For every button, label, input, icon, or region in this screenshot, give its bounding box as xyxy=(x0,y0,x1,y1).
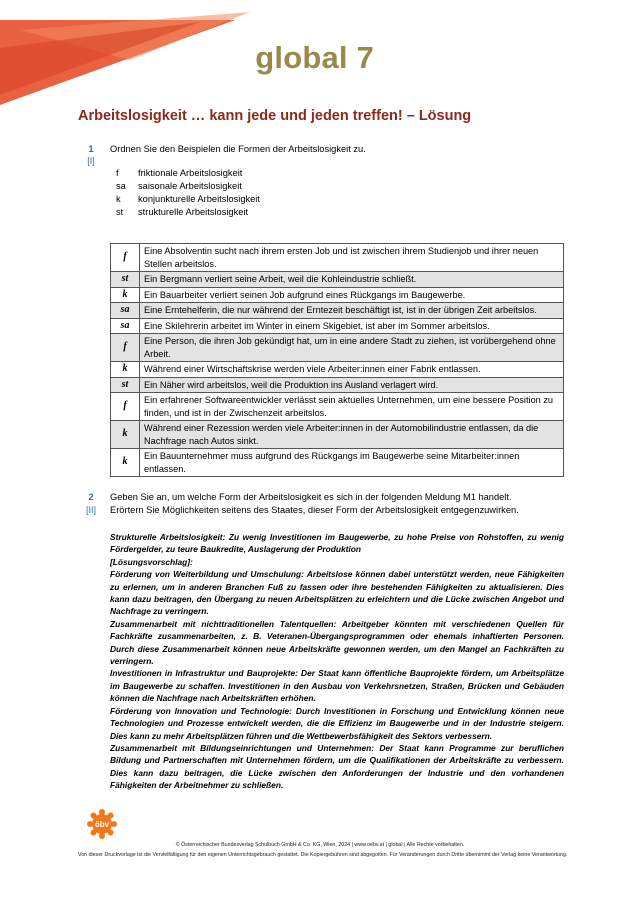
header-decoration xyxy=(0,0,260,110)
answer-code: st xyxy=(111,377,140,393)
task-2-instruction-2: Erörtern Sie Möglichkeiten seitens des Staates, dieser Form der Arbeitslosigkeit entgegenzuwirken. xyxy=(110,505,519,515)
answer-code: f xyxy=(111,244,140,272)
example-text: Ein erfahrener Softwareentwickler verlässt sein aktuelles Unternehmen, um eine bessere Position zu finden, und ist in der Zwischenzeit arbeitslos. xyxy=(140,393,564,421)
table-row xyxy=(111,303,564,319)
table-row xyxy=(111,393,564,421)
legend-label: konjunkturelle Arbeitslosigkeit xyxy=(138,194,260,204)
table-row xyxy=(111,449,564,477)
legend-item xyxy=(116,167,260,180)
solution-paragraph: Zusammenarbeit mit nichttraditionellen Talentquellen: Arbeitgeber könnten mit verschiedenen Quellen für Fachkräfte zusammenarbeiten, z. B. Veteranen-Übergangsprogrammen oder ehemals inhaftierten Personen. Durch diese Zusammenarbeit können neue Arbeitskräfte gewonnen werden, um den Mangel an Fachkräften zu verringern. xyxy=(110,618,564,667)
solution-paragraph: Strukturelle Arbeitslosigkeit: Zu wenig Investitionen im Baugewerbe, zu hohe Preise von Rohstoffen, zu wenig Fördergelder, zu teure Baukredite, Auslagerung der Produktion xyxy=(110,532,564,555)
answer-code: f xyxy=(111,393,140,421)
example-text: Ein Bauarbeiter verliert seinen Job aufgrund eines Rückgangs im Baugewerbe. xyxy=(140,287,564,303)
solution-paragraph: Investitionen in Infrastruktur und Bauprojekte: Der Staat kann öffentliche Bauprojekte fördern, um Arbeitsplätze im Baugewerbe zu schaffen. Investitionen in den Ausbau von Verkehrsnetzen, Straßen, Brücken und Gebäuden können die Nachfrage nach Arbeitskräften erhöhen. xyxy=(110,668,564,704)
legend-item xyxy=(116,206,260,219)
example-text: Ein Bauunternehmer muss aufgrund des Rückgangs im Baugewerbe seine Mitarbeiter:innen entlassen. xyxy=(140,449,564,477)
answer-code: k xyxy=(111,449,140,477)
answer-code: f xyxy=(111,334,140,362)
table-row xyxy=(111,362,564,378)
task-2-level: [II] xyxy=(85,505,96,515)
answer-code: st xyxy=(111,272,140,288)
footer-notice: Von dieser Druckvorlage ist die Vervielfältigung für den eigenen Unterrichtsgebrauch gestattet. Die Kopiergebühren sind abgegolten. Für Veränderungen durch Dritte übernimmt der Verlag keine Verantwortung. xyxy=(78,852,568,858)
legend-code: k xyxy=(116,194,121,204)
task-2-instruction-1: Geben Sie an, um welche Form der Arbeitslosigkeit es sich in der folgenden Meldung M1 handelt. xyxy=(110,492,512,502)
solution-paragraph: Förderung von Innovation und Technologie: Durch Investitionen in Forschung und Entwicklung können neue Technologien und Prozesse entwickelt werden, die die Effizienz im Baugewerbe und in der Industrie steigern. Dies kann zu mehr Arbeitsplätzen führen und die Wettbewerbsfähigkeit des Sektors verbessern. xyxy=(110,705,564,741)
legend-code: st xyxy=(116,207,124,217)
table-row xyxy=(111,272,564,288)
table-row xyxy=(111,421,564,449)
example-text: Während einer Rezession werden viele Arbeiter:innen in der Automobilindustrie entlassen, da die Nachfrage nach Autos sinkt. xyxy=(140,421,564,449)
table-row xyxy=(111,318,564,334)
solution-paragraph: Zusammenarbeit mit Bildungseinrichtungen und Unternehmen: Der Staat kann Programme zur beruflichen Bildung und Partnerschaften mit Unternehmen fördern, um die Qualifikationen der Arbeitskräfte zu verbessern. Dies kann dazu beitragen, die Lücke zwischen den Anforderungen der Industrie und den vorhandenen Fähigkeiten der Arbeitnehmer zu schließen. xyxy=(110,742,564,791)
example-text: Ein Näher wird arbeitslos, weil die Produktion ins Ausland verlagert wird. xyxy=(140,377,564,393)
legend-item xyxy=(116,193,260,206)
legend-code: f xyxy=(116,168,119,178)
svg-text:öbv: öbv xyxy=(94,820,110,829)
example-text: Eine Person, die ihren Job gekündigt hat, um in eine andere Stadt zu ziehen, ist vorübergehend ohne Arbeit. xyxy=(140,334,564,362)
example-text: Eine Erntehelferin, die nur während der Erntezeit beschäftigt ist, ist in der übrigen Zeit arbeitslos. xyxy=(140,303,564,319)
example-text: Eine Skilehrerin arbeitet im Winter in einem Skigebiet, ist aber im Sommer arbeitslos. xyxy=(140,318,564,334)
task-1-instruction: Ordnen Sie den Beispielen die Formen der Arbeitslosigkeit zu. xyxy=(110,144,366,154)
answer-code: sa xyxy=(111,318,140,334)
example-text: Während einer Wirtschaftskrise werden viele Arbeiter:innen einer Fabrik entlassen. xyxy=(140,362,564,378)
legend-label: saisonale Arbeitslosigkeit xyxy=(138,181,242,191)
legend-label: strukturelle Arbeitslosigkeit xyxy=(138,207,249,217)
solution-paragraph: [Lösungsvorschlag]: xyxy=(110,556,193,567)
table-row xyxy=(111,287,564,303)
task-1-number: 1 xyxy=(88,144,94,155)
table-row xyxy=(111,334,564,362)
answer-code: k xyxy=(111,362,140,378)
solution-paragraph: Förderung von Weiterbildung und Umschulung: Arbeitslose können dabei unterstützt werden, neue Fähigkeiten zu erlernen, um in anderen Branchen Fuß zu fassen oder ihre bestehenden Fähigkeiten zu aktualisieren. Dies kann dazu beitragen, den Übergang zu neuen Arbeitsplätzen zu erleichtern und die Lücke zwischen Angebot und Nachfrage zu verringern. xyxy=(110,569,564,617)
brand-title: global 7 xyxy=(255,40,374,75)
answer-table xyxy=(110,243,564,477)
legend-item xyxy=(116,180,260,193)
task-1-level: [I] xyxy=(87,156,95,166)
example-text: Eine Absolventin sucht nach ihrem ersten Job und ist zwischen ihrem Studienjob und ihrer neuen Stellen arbeitslos. xyxy=(140,244,564,272)
oebv-logo xyxy=(86,808,118,840)
page-title: Arbeitslosigkeit … kann jede und jeden treffen! – Lösung xyxy=(78,108,472,124)
answer-code: k xyxy=(111,421,140,449)
answer-code: k xyxy=(111,287,140,303)
answer-code: sa xyxy=(111,303,140,319)
example-text: Ein Bergmann verliert seine Arbeit, weil die Kohleindustrie schließt. xyxy=(140,272,564,288)
task-2-number: 2 xyxy=(88,492,94,503)
legend-code: sa xyxy=(116,181,126,191)
solution-text xyxy=(110,531,564,792)
table-row xyxy=(111,377,564,393)
legend-label: friktionale Arbeitslosigkeit xyxy=(138,168,243,178)
legend xyxy=(116,167,260,219)
table-row xyxy=(111,244,564,272)
footer-copyright: © Österreichischer Bundesverlag Schulbuch GmbH & Co. KG, Wien, 2024 | www.oebv.at | global | Alle Rechte vorbehalten. xyxy=(175,842,465,848)
